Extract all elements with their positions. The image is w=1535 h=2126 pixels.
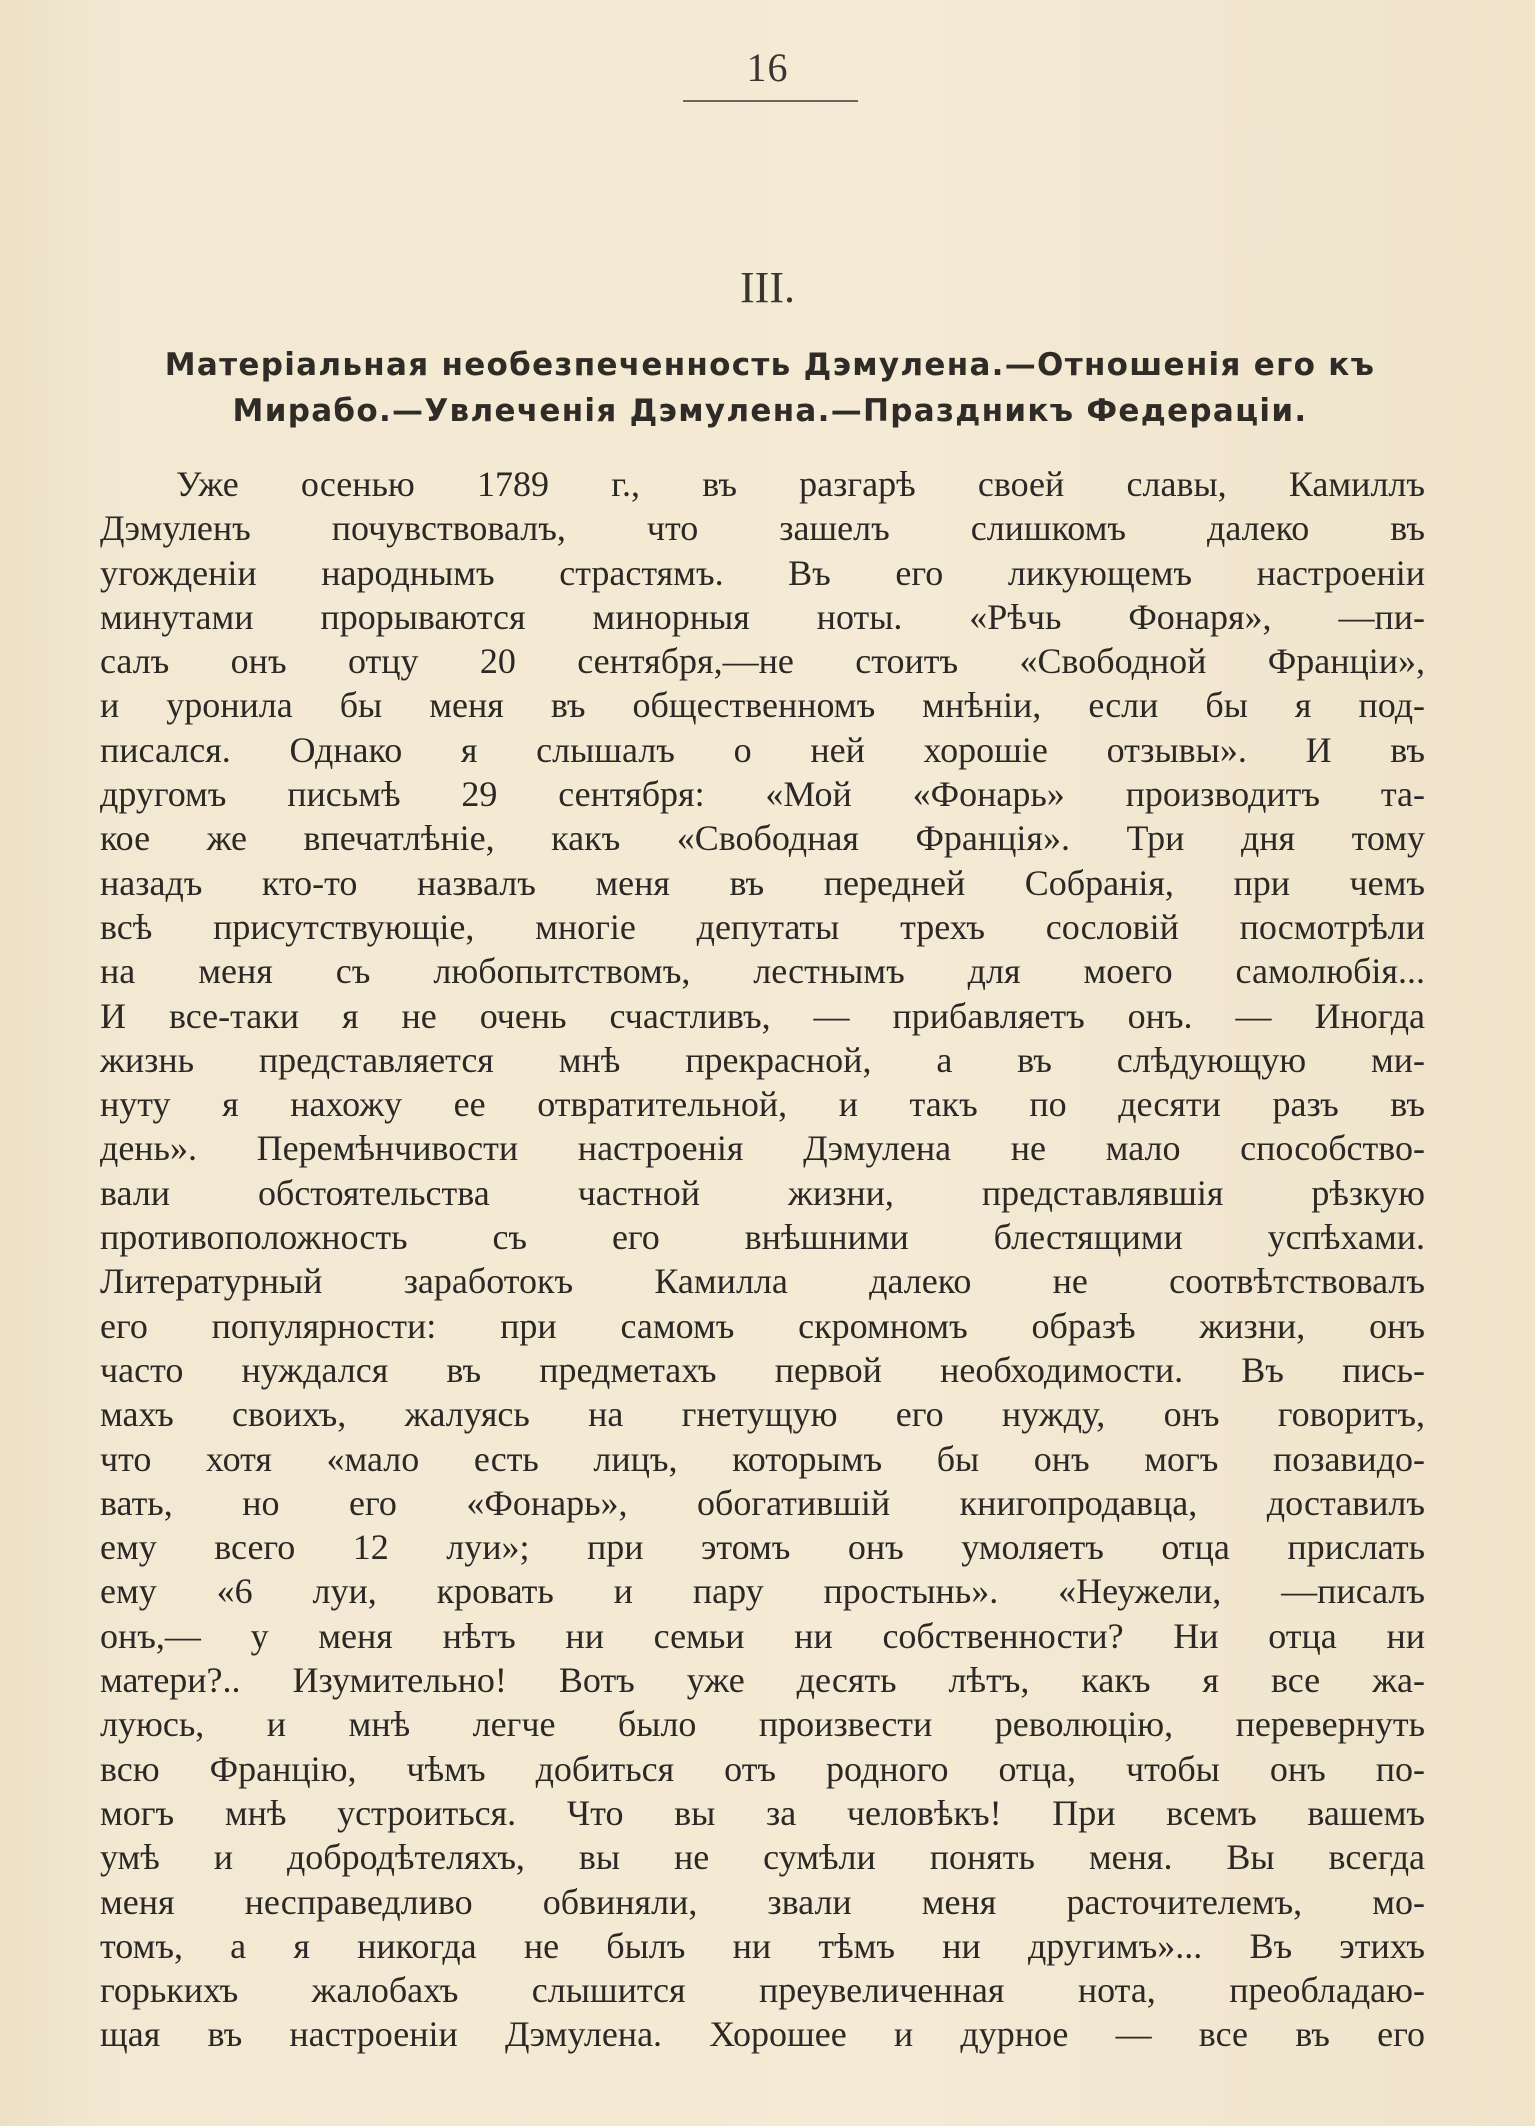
- text-line: ему «6 луи, кровать и пару простынь». «Неужели, —писалъ: [100, 1571, 1425, 1612]
- text-line: и уронила бы меня въ общественномъ мнѣніи, если бы я под-: [100, 685, 1425, 726]
- text-line: другомъ письмѣ 29 сентября: «Мой «Фонарь» производитъ та-: [100, 774, 1425, 815]
- text-line: щая въ настроеніи Дэмулена. Хорошее и дурное — все въ его: [100, 2014, 1425, 2055]
- text-line: противоположность съ его внѣшними блестящими успѣхами.: [100, 1217, 1425, 1258]
- text-line: махъ своихъ, жалуясь на гнетущую его нужду, онъ говоритъ,: [100, 1394, 1425, 1435]
- text-line: Уже осенью 1789 г., въ разгарѣ своей славы, Камиллъ: [176, 464, 1425, 504]
- text-line: Дэмуленъ почувствовалъ, что зашелъ слишкомъ далеко въ: [100, 508, 1425, 549]
- text-line: часто нуждался въ предметахъ первой необходимости. Въ пись-: [100, 1349, 1425, 1390]
- text-line: вать, но его «Фонарь», обогатившій книгопродавца, доставилъ: [100, 1482, 1425, 1523]
- chapter-heading-line: Мирабо.—Увлеченія Дэмулена.—Праздникъ Федераціи.: [232, 393, 1308, 429]
- text-line: матери?.. Изумительно! Вотъ уже десять лѣтъ, какъ я все жа-: [100, 1660, 1425, 1701]
- chapter-number: III.: [740, 263, 795, 312]
- chapter-heading-line: Матеріальная необезпеченность Дэмулена.—Отношенія его къ: [164, 347, 1376, 383]
- text-line: жизнь представляется мнѣ прекрасной, а въ слѣдующую ми-: [100, 1039, 1425, 1080]
- text-line: минутами прорываются минорныя ноты. «Рѣчь Фонаря», —пи-: [100, 596, 1425, 637]
- text-line: ему всего 12 луи»; при этомъ онъ умоляетъ отца прислать: [100, 1527, 1425, 1568]
- body-text: [100, 462, 1425, 2057]
- text-line: что хотя «мало есть лицъ, которымъ бы онъ могъ позавидо-: [100, 1438, 1425, 1479]
- text-line: нуту я нахожу ее отвратительной, и такъ по десяти разъ въ: [100, 1084, 1425, 1125]
- text-line: томъ, а я никогда не былъ ни тѣмъ ни другимъ»... Въ этихъ: [100, 1925, 1425, 1966]
- chapter-heading: [100, 342, 1440, 434]
- text-line: И все-таки я не очень счастливъ, — прибавляетъ онъ. — Иногда: [100, 995, 1425, 1036]
- text-line: день». Перемѣнчивости настроенія Дэмулена не мало способство-: [100, 1128, 1425, 1169]
- text-line: писался. Однако я слышалъ о ней хорошіе отзывы». И въ: [100, 729, 1425, 770]
- text-line: Литературный заработокъ Камилла далеко не соотвѣтствовалъ: [100, 1261, 1425, 1302]
- text-line: назадъ кто-то назвалъ меня въ передней Собранія, при чемъ: [100, 862, 1425, 903]
- text-line: угожденіи народнымъ страстямъ. Въ его ликующемъ настроеніи: [100, 552, 1425, 593]
- text-line: его популярности: при самомъ скромномъ образѣ жизни, онъ: [100, 1305, 1425, 1346]
- text-line: луюсь, и мнѣ легче было произвести революцію, перевернуть: [100, 1704, 1425, 1745]
- text-line: всю Францію, чѣмъ добиться отъ родного отца, чтобы онъ по-: [100, 1748, 1425, 1789]
- text-line: умѣ и добродѣтеляхъ, вы не сумѣли понять меня. Вы всегда: [100, 1837, 1425, 1878]
- text-line: меня несправедливо обвиняли, звали меня расточителемъ, мо-: [100, 1881, 1425, 1922]
- text-line: вали обстоятельства частной жизни, представлявшія рѣзкую: [100, 1172, 1425, 1213]
- text-line: на меня съ любопытствомъ, лестнымъ для моего самолюбія...: [100, 951, 1425, 992]
- text-line: могъ мнѣ устроиться. Что вы за человѣкъ! При всемъ вашемъ: [100, 1792, 1425, 1833]
- text-line: салъ онъ отцу 20 сентября,—не стоитъ «Свободной Франціи»,: [100, 641, 1425, 682]
- text-line: кое же впечатлѣніе, какъ «Свободная Франція». Три дня тому: [100, 818, 1425, 859]
- page-number: 16: [746, 45, 789, 90]
- text-line: онъ,— у меня нѣтъ ни семьи ни собственности? Ни отца ни: [100, 1615, 1425, 1656]
- header-rule: [683, 100, 858, 102]
- text-line: горькихъ жалобахъ слышится преувеличенная нота, преобладаю-: [100, 1970, 1425, 2011]
- text-line: всѣ присутствующіе, многіе депутаты трехъ сословій посмотрѣли: [100, 906, 1425, 947]
